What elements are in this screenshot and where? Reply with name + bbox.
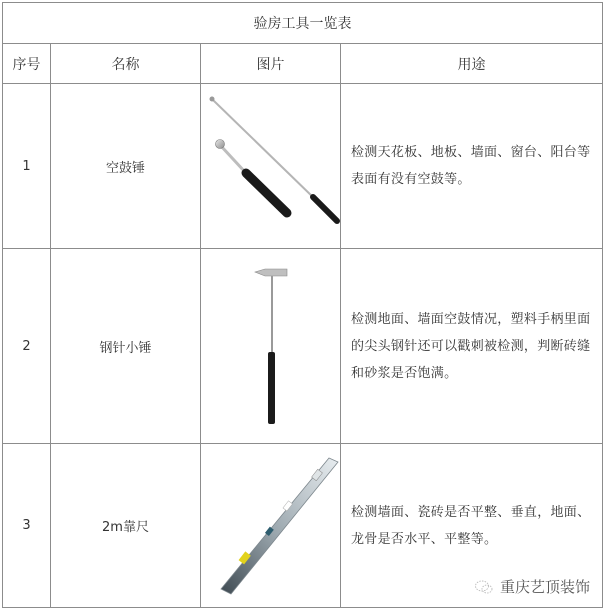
header-name: 名称 (51, 44, 201, 84)
row-index: 3 (3, 444, 51, 608)
row-usage: 检测地面、墙面空鼓情况，塑料手柄里面的尖头钢针还可以戳刺被检测，判断砖缝和砂浆是否饱满。 (341, 249, 603, 444)
row-name: 2m靠尺 (51, 444, 201, 608)
row-image-cell (201, 84, 341, 249)
row-usage: 检测天花板、地板、墙面、窗台、阳台等表面有没有空鼓等。 (341, 84, 603, 249)
row-usage-text: 检测墙面、瓷砖是否平整、垂直，地面、龙骨是否水平、平整等。 (351, 504, 591, 547)
header-index: 序号 (3, 44, 51, 84)
inspection-tools-table (2, 2, 603, 608)
2m-straightedge-ruler-image (201, 444, 341, 607)
table-title: 验房工具一览表 (3, 3, 603, 44)
wechat-icon (474, 579, 494, 595)
table-title-row (3, 3, 603, 44)
steel-needle-small-hammer-image (201, 249, 341, 443)
table-row (3, 84, 603, 249)
row-image-cell (201, 444, 341, 608)
header-image: 图片 (201, 44, 341, 84)
watermark-text: 重庆艺顶装饰 (499, 578, 590, 596)
row-name: 空鼓锤 (51, 84, 201, 249)
row-index: 1 (3, 84, 51, 249)
telescopic-hollow-drum-hammer-image (201, 84, 341, 248)
watermark (474, 576, 590, 597)
header-usage: 用途 (341, 44, 603, 84)
table-header-row (3, 44, 603, 84)
row-name: 钢针小锤 (51, 249, 201, 444)
row-index: 2 (3, 249, 51, 444)
row-image-cell (201, 249, 341, 444)
table-row (3, 249, 603, 444)
